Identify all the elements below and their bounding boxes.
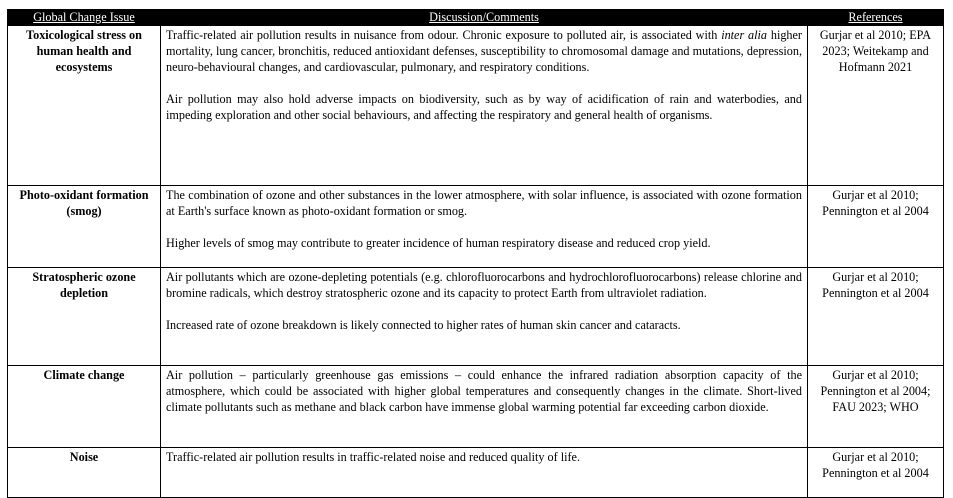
header-discussion: Discussion/Comments (161, 10, 808, 26)
issue-cell: Noise (8, 448, 161, 498)
discussion-paragraph: Air pollutants which are ozone-depleting potentials (e.g. chlorofluorocarbons and hydrochlorofluorocarbons) release chlorine and bromine radicals, which destroy stratospheric ozone and its capacity to protect Earth from ultraviolet radiation. (166, 270, 802, 300)
table-row-noise (8, 448, 944, 498)
discussion-paragraph (166, 27, 802, 75)
table-row-climate (8, 366, 944, 448)
references-cell: Gurjar et al 2010; Pennington et al 2004 (808, 186, 944, 268)
references-cell: Gurjar et al 2010; Pennington et al 2004 (808, 268, 944, 366)
discussion-cell (161, 448, 808, 498)
table-body (8, 26, 944, 498)
discussion-paragraph: Increased rate of ozone breakdown is likely connected to higher rates of human skin cancer and cataracts. (166, 318, 681, 332)
references-cell: Gurjar et al 2010; Pennington et al 2004 (808, 448, 944, 498)
discussion-cell (161, 366, 808, 448)
discussion-paragraph: Air pollution – particularly greenhouse gas emissions – could enhance the infrared radiation absorption capacity of the atmosphere, which could be associated with higher global temperatures and consequently changes in the climate. Short-lived climate pollutants such as methane and black carbon have immense global warming potential far exceeding carbon dioxide. (166, 368, 802, 414)
issue-cell: Toxicological stress on human health and ecosystems (8, 26, 161, 186)
discussion-paragraph: Traffic-related air pollution results in traffic-related noise and reduced quality of life. (166, 450, 581, 464)
discussion-paragraph: The combination of ozone and other substances in the lower atmosphere, with solar influence, is associated with ozone formation at Earth's surface known as photo-oxidant formation or smog. (166, 188, 802, 218)
issue-cell: Climate change (8, 366, 161, 448)
table-row-ozone (8, 268, 944, 366)
discussion-cell (161, 268, 808, 366)
header-issue: Global Change Issue (8, 10, 161, 26)
discussion-italic: inter alia (721, 28, 768, 42)
discussion-text: Traffic-related air pollution results in nuisance from odour. Chronic exposure to polluted air, is associated with (166, 28, 722, 42)
references-cell: Gurjar et al 2010; Pennington et al 2004; FAU 2023; WHO (808, 366, 944, 448)
global-change-table (7, 9, 944, 498)
discussion-text: higher mortality, lung cancer, bronchitis, reduced antioxidant defenses, susceptibility to chromosomal damage and mutations, depression, neuro-behavioural changes, and cardiovascular, pulmonary, and respiratory conditions. (166, 28, 802, 74)
discussion-paragraph: Air pollution may also hold adverse impacts on biodiversity, such as by way of acidification of rain and waterbodies, and impeding exploration and other social behaviours, and affecting the respiratory and general health of organisms. (166, 92, 802, 122)
discussion-paragraph: Higher levels of smog may contribute to greater incidence of human respiratory disease and reduced crop yield. (166, 236, 711, 250)
table-header (8, 10, 944, 26)
table-row-toxicological (8, 26, 944, 186)
references-cell: Gurjar et al 2010; EPA 2023; Weitekamp and Hofmann 2021 (808, 26, 944, 186)
table-row-smog (8, 186, 944, 268)
issue-cell: Photo-oxidant formation (smog) (8, 186, 161, 268)
issue-cell: Stratospheric ozone depletion (8, 268, 161, 366)
discussion-cell (161, 186, 808, 268)
discussion-cell (161, 26, 808, 186)
header-row (8, 10, 944, 26)
header-references: References (808, 10, 944, 26)
